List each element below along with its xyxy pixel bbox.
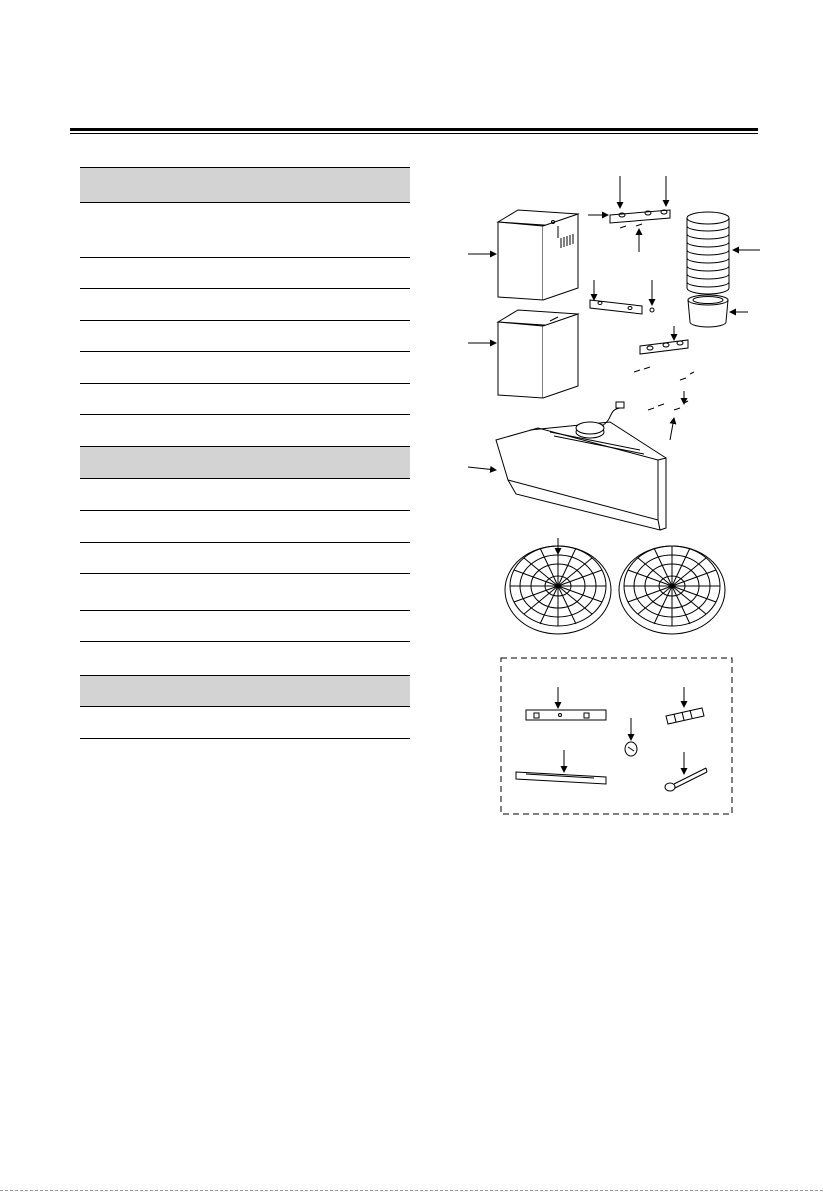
table-row (80, 384, 410, 415)
table-cell (80, 321, 410, 329)
hood-body (496, 402, 666, 530)
table-cell (80, 289, 410, 297)
table-cell (80, 543, 410, 551)
header-rule-thick (70, 128, 758, 131)
table-cell (80, 611, 410, 619)
screws (634, 367, 694, 410)
parts-table (80, 167, 410, 739)
table-cell (80, 511, 410, 519)
accessory-small-screw (625, 742, 637, 756)
upper-bracket (610, 210, 670, 228)
table-row (80, 574, 410, 611)
table-cell (80, 258, 410, 266)
table-cell (80, 168, 410, 176)
table-cell (80, 203, 410, 211)
accessory-long-screw (665, 768, 707, 791)
accessory-long-bracket (516, 772, 606, 784)
table-cell (80, 642, 410, 650)
accessory-kit-box (501, 658, 732, 814)
table-cell (80, 352, 410, 360)
table-row (80, 642, 410, 675)
table-cell (80, 479, 410, 487)
table-row (80, 289, 410, 321)
table-section-header (80, 675, 410, 707)
table-cell (80, 676, 410, 684)
table-row (80, 479, 410, 511)
table-row (80, 511, 410, 543)
table-row (80, 258, 410, 289)
table-cell (80, 415, 410, 423)
accessory-wall-plate (526, 710, 606, 720)
header-rule-thin (70, 133, 758, 134)
carbon-filter-right (619, 546, 725, 634)
upper-chimney (498, 210, 578, 300)
table-cell (80, 574, 410, 582)
lower-bracket (640, 340, 688, 354)
accessory-wall-plug (666, 708, 704, 724)
middle-bracket (590, 300, 654, 314)
parts-diagram (430, 160, 823, 825)
table-row (80, 203, 410, 258)
duct-adapter (688, 295, 728, 327)
table-cell (80, 447, 410, 455)
table-row (80, 321, 410, 352)
table-row (80, 707, 410, 739)
table-row (80, 611, 410, 642)
lower-chimney (498, 310, 578, 398)
table-row (80, 415, 410, 447)
table-row (80, 543, 410, 574)
table-cell (80, 384, 410, 392)
table-section-header (80, 167, 410, 203)
carbon-filter-left (505, 546, 611, 634)
air-duct (687, 212, 729, 294)
table-cell (80, 707, 410, 715)
table-row (80, 352, 410, 384)
table-section-header (80, 447, 410, 479)
